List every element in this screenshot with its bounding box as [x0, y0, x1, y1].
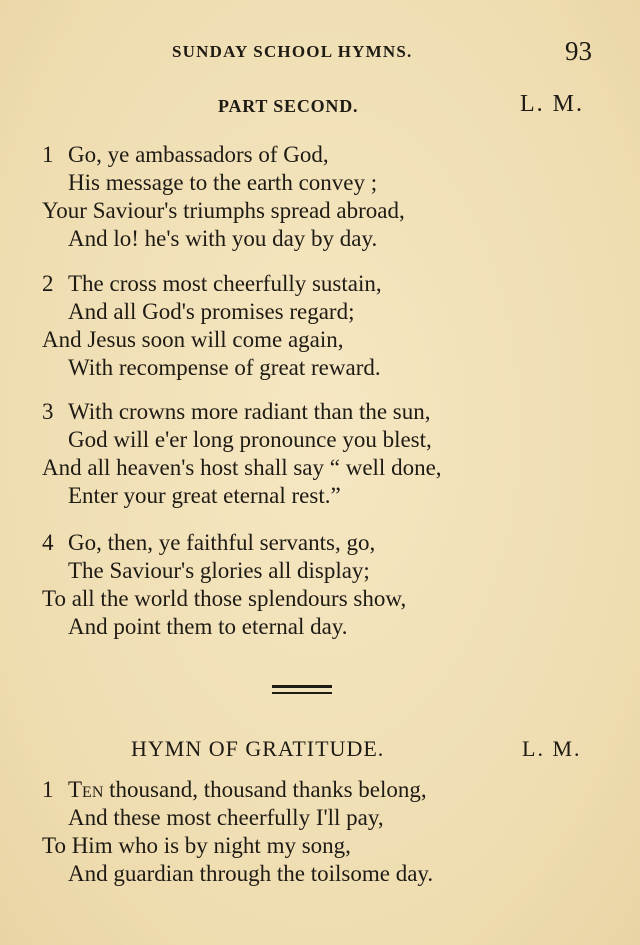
verse-line: And all heaven's host shall say “ well done,: [42, 455, 442, 480]
verse-line: 4 Go, then, ye faithful servants, go,: [42, 530, 376, 555]
part-title: PART SECOND.: [218, 96, 359, 116]
verse-line: And lo! he's with you day by day.: [68, 226, 378, 251]
verse-line: 1 Ten thousand, thousand thanks belong,: [42, 777, 427, 802]
verse-line: And all God's promises regard;: [68, 299, 355, 324]
stanza-number: 2: [42, 271, 54, 296]
verse-line: To all the world those splendours show,: [42, 586, 407, 611]
section-divider: [272, 685, 332, 688]
section-divider: [272, 692, 332, 694]
stanza-number: 4: [42, 530, 54, 555]
verse-line: His message to the earth convey ;: [68, 170, 378, 195]
verse-line: And guardian through the toilsome day.: [68, 861, 434, 886]
page-number: 93: [565, 36, 592, 66]
hymn-meter: L. M.: [522, 736, 582, 761]
verse-line: And point them to eternal day.: [68, 614, 348, 639]
running-head: SUNDAY SCHOOL HYMNS.: [172, 42, 413, 61]
verse-line: And Jesus soon will come again,: [42, 327, 344, 352]
verse-line: 2 The cross most cheerfully sustain,: [42, 271, 382, 296]
verse-line: God will e'er long pronounce you blest,: [68, 427, 432, 452]
verse-line: With recompense of great reward.: [68, 355, 381, 380]
verse-line: To Him who is by night my song,: [42, 833, 351, 858]
verse-line: 3 With crowns more radiant than the sun,: [42, 399, 431, 424]
part-meter: L. M.: [520, 91, 584, 117]
hymn-title: HYMN OF GRATITUDE.: [131, 736, 385, 761]
verse-line: The Saviour's glories all display;: [68, 558, 370, 583]
stanza-number: 1: [42, 777, 54, 802]
stanza-number: 1: [42, 142, 54, 167]
first-word: Ten: [68, 777, 104, 802]
verse-line: Your Saviour's triumphs spread abroad,: [42, 198, 405, 223]
stanza-number: 3: [42, 399, 54, 424]
verse-line: And these most cheerfully I'll pay,: [68, 805, 384, 830]
verse-line: Enter your great eternal rest.”: [68, 483, 341, 508]
verse-line: 1 Go, ye ambassadors of God,: [42, 142, 329, 167]
